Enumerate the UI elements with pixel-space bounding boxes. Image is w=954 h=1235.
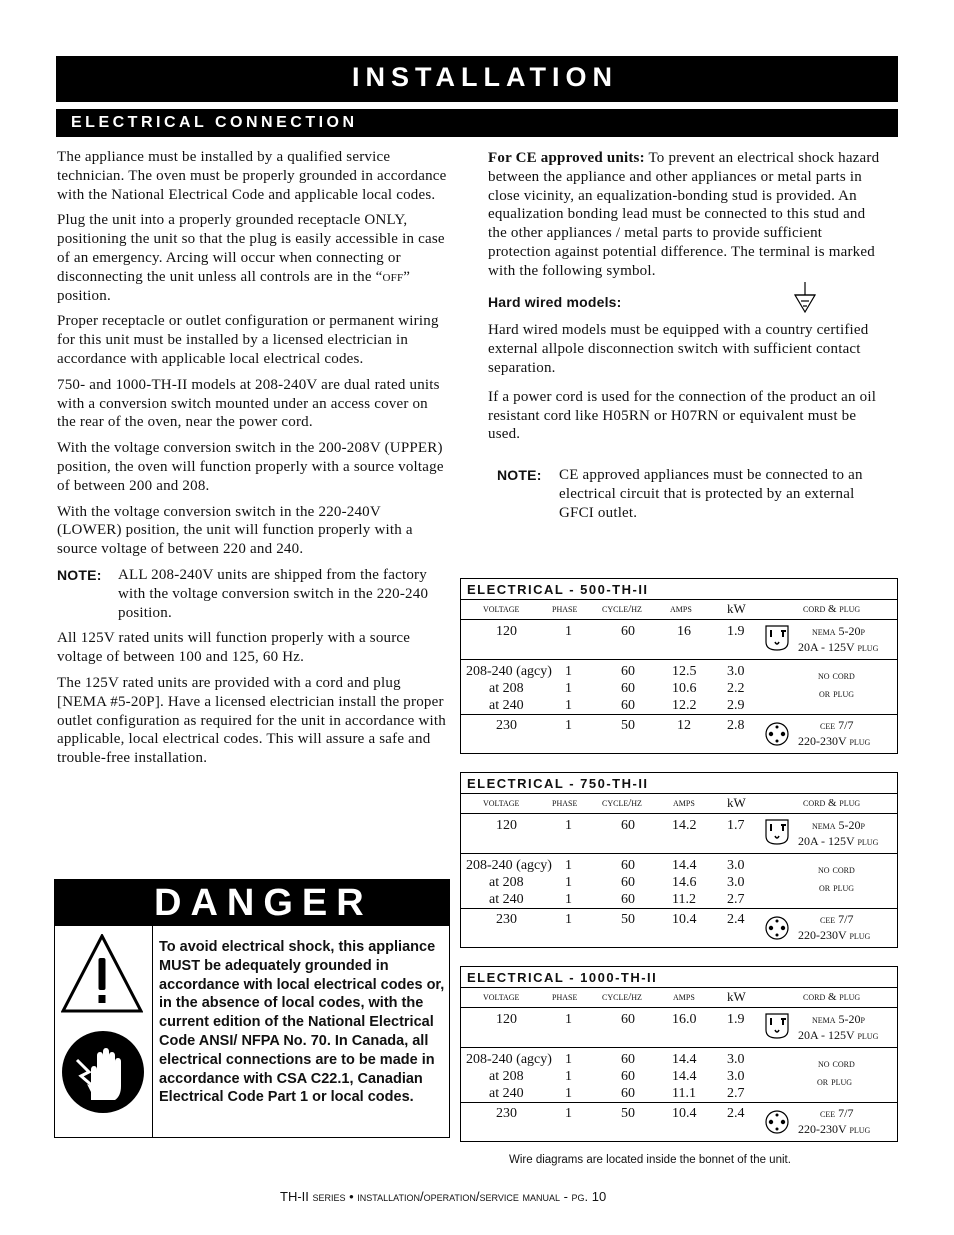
danger-header xyxy=(55,880,449,926)
table-row: 120 1 60 16 1.9 nema 5-20p 20A - 125V plug xyxy=(461,620,897,660)
equipotential-ground-icon xyxy=(794,282,816,316)
note xyxy=(497,466,888,522)
paragraph: 750- and 1000-TH-II models at 208-240V are dual rated units with a conversion switch mounted under an access cover on the rear of the oven, near the power cord. xyxy=(57,376,440,431)
table-row: 208-240 (agcy) at 208 at 240 1 1 1 60 60 60 14.4 14.4 11.1 3.0 3.0 2.7 no cord or plug xyxy=(461,1048,897,1103)
note-label: NOTE: xyxy=(57,566,102,583)
table-title: ELECTRICAL - 1000-TH-II xyxy=(461,967,897,988)
electrical-table-1000 xyxy=(460,966,898,1142)
paragraph: All 125V rated units will function properly with a source voltage of between 100 and 125, 60 Hz. xyxy=(57,630,411,666)
table-header: voltage phase cycle/hz amps kW cord & plug xyxy=(461,988,897,1008)
electric-shock-hand-icon xyxy=(61,1030,145,1114)
table-row: 208-240 (agcy) at 208 at 240 1 1 1 60 60 60 12.5 10.6 12.2 3.0 2.2 2.9 no cord or plug xyxy=(461,660,897,715)
page-footer: TH-II series • installation/operation/service manual - pg. 10 xyxy=(280,1189,607,1204)
table-header: voltage phase cycle/hz amps kW cord & plug xyxy=(461,794,897,814)
wire-diagram-note: Wire diagrams are located inside the bonnet of the unit. xyxy=(509,1154,791,1166)
paragraph: Hard wired models must be equipped with a country certified external allpole disconnection switch with sufficient contact separation. xyxy=(488,322,869,376)
section-title-bar xyxy=(56,56,898,102)
table-title: ELECTRICAL - 750-TH-II xyxy=(461,773,897,794)
paragraph: Plug the unit into a properly grounded receptacle ONLY, positioning the unit so that the plug is easily accessible in case of an emergency. Arcing will occur when connecting or disconnecting the unit unless all controls are in the “off” position. xyxy=(57,212,445,304)
table-row: 230 1 50 10.4 2.4 cee 7/7 220-230V plug xyxy=(496,1106,871,1136)
table-title: ELECTRICAL - 500-TH-II xyxy=(461,579,897,600)
section-title: INSTALLATION xyxy=(352,62,618,92)
note xyxy=(57,566,449,622)
paragraph: The 125V rated units are provided with a cord and plug [NEMA #5-20P]. Have a licensed electrician install the proper outlet configuration as required for the unit in accordance with applicable, local electrical codes. This will assure a safe and trouble-free installation. xyxy=(57,674,446,767)
table-row: 208-240 (agcy) at 208 at 240 1 1 1 60 60 60 14.4 14.6 11.2 3.0 3.0 2.7 no cord or plug xyxy=(461,854,897,909)
table-row: 120 1 60 14.2 1.7 nema 5-20p 20A - 125V plug xyxy=(461,814,897,854)
danger-icons xyxy=(55,926,153,1138)
paragraph: The appliance must be installed by a qualified service technician. The oven must be properly grounded in accordance with the National Electrical Code and applicable local codes. xyxy=(57,149,447,203)
paragraph: If a power cord is used for the connection of the product an oil resistant cord like H05RN or H07RN or equivalent must be used. xyxy=(488,388,877,443)
warning-triangle-icon xyxy=(61,934,143,1014)
nema-plug-icon xyxy=(764,624,790,652)
danger-text: To avoid electrical shock, this appliance MUST be adequately grounded in accordance with local electrical codes or, in the absence of local codes, with the current edition of the National Electrical Code ANSI/ NFPA No. 70. In Canada, all electrical connections are to be made in accordance with CSA C22.1, Canadian Electrical Code Part 1 or local codes. xyxy=(159,939,445,1106)
nema-plug-icon xyxy=(764,818,790,846)
note-text: ALL 208-240V units are shipped from the factory with the voltage conversion switch in the 220-240 position. xyxy=(118,566,429,621)
cee-plug-icon xyxy=(764,915,790,941)
nema-plug-icon xyxy=(764,1012,790,1040)
right-column xyxy=(488,149,888,523)
cee-plug-icon xyxy=(764,1109,790,1135)
paragraph: With the voltage conversion switch in the 220-240V (LOWER) position, the unit will function properly with a source voltage of between 220 and 240. xyxy=(57,503,413,558)
table-row: 230 1 50 10.4 2.4 cee 7/7 220-230V plug xyxy=(496,912,871,942)
paragraph: With the voltage conversion switch in the 200-208V (UPPER) position, the oven will function properly with a source voltage of between 200 and 208. xyxy=(57,440,444,494)
paragraph: Proper receptacle or outlet configuration or permanent wiring for this unit must be installed by a licensed electrician in accordance with applicable local electrical codes. xyxy=(57,313,439,367)
ce-paragraph: For CE approved units: To prevent an electrical shock hazard between the appliance and other appliances or metal parts in close vicinity, an equalization-bonding stud is provided. An equalization bonding lead must be connected to this stud and the other appliances / metal parts to provide sufficient protection against potential difference. The terminal is marked with the following symbol. xyxy=(488,150,880,279)
table-row: 230 1 50 12 2.8 cee 7/7 220-230V plug xyxy=(496,718,871,748)
left-column xyxy=(57,148,449,775)
subsection-title: ELECTRICAL CONNECTION xyxy=(71,114,358,131)
note-label: NOTE: xyxy=(497,467,542,484)
table-row: 120 1 60 16.0 1.9 nema 5-20p 20A - 125V plug xyxy=(461,1008,897,1048)
electrical-table-500 xyxy=(460,578,898,754)
cee-plug-icon xyxy=(764,721,790,747)
electrical-table-750 xyxy=(460,772,898,948)
note-text: CE approved appliances must be connected to an electrical circuit that is protected by an external GFCI outlet. xyxy=(559,467,863,521)
subsection-title-bar xyxy=(56,109,898,137)
table-header: voltage phase cycle/hz amps kW cord & plug xyxy=(461,600,897,620)
hard-wired-heading: Hard wired models: xyxy=(488,293,622,310)
danger-box xyxy=(54,879,450,1138)
danger-title: DANGER xyxy=(154,882,373,924)
